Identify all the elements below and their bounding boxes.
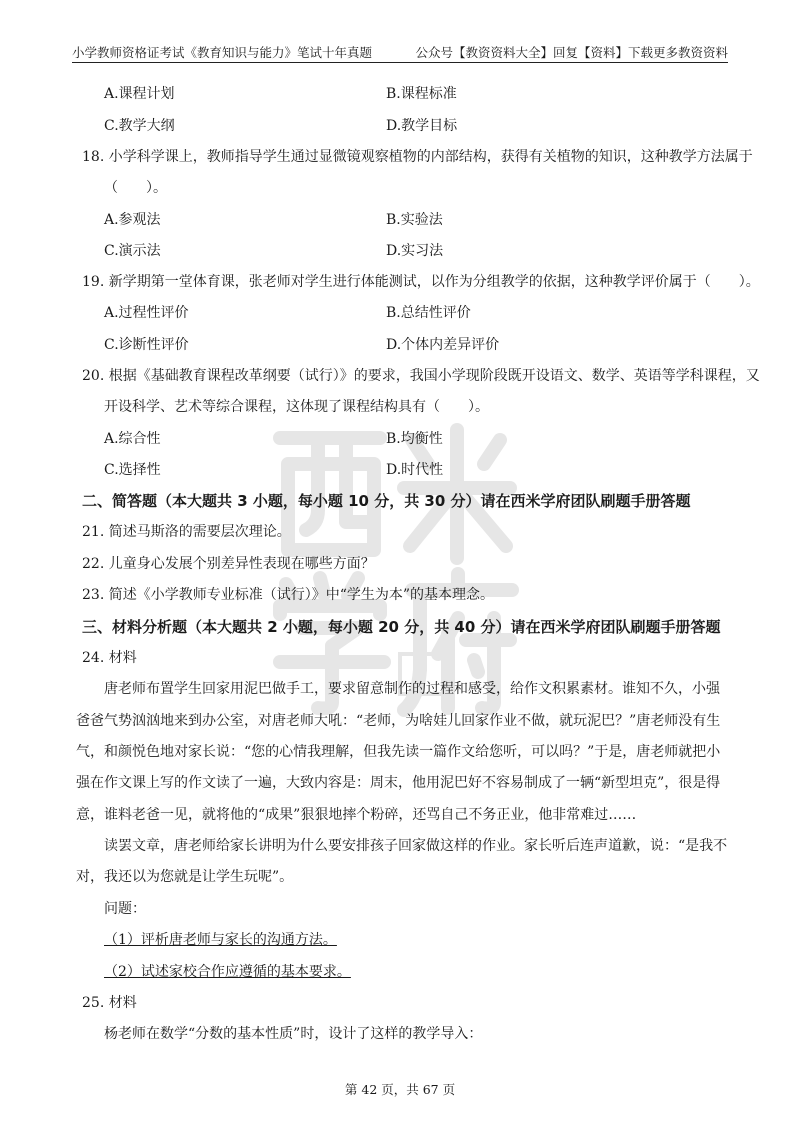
q24-label: 24. 材料 [82,650,137,666]
q24-para1-line4: 强在作文课上写的作文读了一遍，大致内容是：周末，他用泥巴好不容易制成了一辆“新型坦克”，很是得 [76,775,721,791]
q22-text: 22. 儿童身心发展个别差异性表现在哪些方面？ [82,556,375,572]
q25-para1: 杨老师在数学“分数的基本性质”时，设计了这样的教学导入： [104,1026,483,1042]
q24-subquestion-2: （2）试述家校合作应遵循的基本要求。 [104,964,351,980]
q19-stem: 19. 新学期第一堂体育课，张老师对学生进行体能测试，以作为分组教学的依据，这种教学评价属于（ ）。 [82,274,760,290]
page-number: 第 42 页，共 67 页 [344,1082,456,1097]
header-right-note: 公众号【教资资料大全】回复【资料】下载更多教资资料 [415,45,728,60]
q17-option-d: D.教学目标 [386,118,458,134]
q20-stem: 20. 根据《基础教育课程改革纲要（试行）》的要求，我国小学现阶段既开设语文、数学、英语等学科课程，又 [82,368,760,384]
q24-para1-line2: 爸爸气势汹汹地来到办公室，对唐老师大吼：“老师，为啥娃儿回家作业不做，就玩泥巴？”唐老师没有生 [76,713,721,729]
page-header [72,44,728,63]
q20-option-a: A.综合性 [104,431,161,447]
q24-para2-line1: 读罢文章，唐老师给家长讲明为什么要安排孩子回家做这样的作业。家长听后连声道歉，说：“是我不 [104,838,728,854]
q18-stem: 18. 小学科学课上，教师指导学生通过显微镜观察植物的内部结构，获得有关植物的知识，这种教学方法属于 [82,149,753,165]
q19-option-d: D.个体内差异评价 [386,337,500,353]
q19-option-b: B.总结性评价 [386,305,471,321]
section-2-title: 二、简答题（本大题共 3 小题，每小题 10 分，共 30 分）请在西米学府团队刷题手册答题 [82,492,691,510]
q18-option-b: B.实验法 [386,212,443,228]
q24-subquestion-1: （1）评析唐老师与家长的沟通方法。 [104,932,337,948]
q20-option-c: C.选择性 [104,462,161,478]
header-left-title: 小学教师资格证考试《教育知识与能力》笔试十年真题 [72,45,373,60]
q25-label: 25. 材料 [82,995,137,1011]
q18-option-d: D.实习法 [386,243,444,259]
q20-stem-cont: 开设科学、艺术等综合课程，这体现了课程结构具有（ ）。 [104,399,489,415]
q24-para1-line1: 唐老师布置学生回家用泥巴做手工，要求留意制作的过程和感受，给作文积累素材。谁知不久，小强 [104,681,720,697]
q21-text: 21. 简述马斯洛的需要层次理论。 [82,524,291,540]
q17-option-c: C.教学大纲 [104,118,175,134]
q18-option-c: C.演示法 [104,243,161,259]
q17-option-b: B.课程标准 [386,86,457,102]
q19-option-c: C.诊断性评价 [104,337,189,353]
q20-option-b: B.均衡性 [386,431,443,447]
q18-option-a: A.参观法 [104,212,161,228]
q19-option-a: A.过程性评价 [104,305,189,321]
section-3-title: 三、材料分析题（本大题共 2 小题，每小题 20 分，共 40 分）请在西米学府团队刷题手册答题 [82,618,721,636]
q23-text: 23. 简述《小学教师专业标准（试行）》中“学生为本”的基本理念。 [82,587,495,603]
q24-para2-line2: 对，我还以为您就是让学生玩呢”。 [76,869,294,885]
q18-stem-cont: （ ）。 [104,180,167,196]
q24-para1-line5: 意，谁料老爸一见，就将他的“成果”狠狠地摔个粉碎，还骂自己不务正业，他非常难过…… [76,807,637,823]
q17-option-a: A.课程计划 [104,86,175,102]
q24-question-label: 问题： [104,901,146,917]
q24-para1-line3: 气，和颜悦色地对家长说：“您的心情我理解，但我先读一篇作文给您听，可以吗？”于是，唐老师就把小 [76,744,721,760]
q20-option-d: D.时代性 [386,462,444,478]
